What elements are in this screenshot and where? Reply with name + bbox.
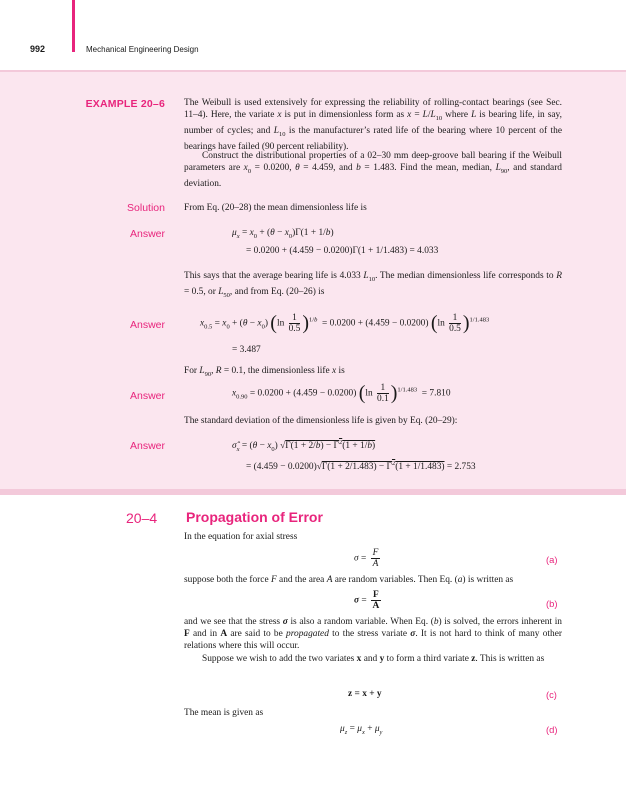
- example-label: EXAMPLE 20–6: [85, 98, 165, 110]
- solution-text: From Eq. (20–28) the mean dimensionless life is: [184, 203, 367, 213]
- l90-equation: $x_{0.90} = 0.0200 + (4.459 - 0.0200)$ (ln $\frac{1}{0.1}$ )$^{1/1.483}$ = 7.810: [232, 382, 451, 404]
- text-before-b: suppose both the force F and the area A are random variables. Then Eq. (a) is written as: [184, 575, 514, 585]
- mean-equation-2: = 0.0200 + (4.459 − 0.0200)Γ(1 + 1/1.483) = 4.033: [246, 246, 439, 256]
- text-after-b: and we see that the stress σ is also a random variable. When Eq. (b) is solved, the errors inherent in F and in A are said to be propagated to the stress variate σ. It is not hard to think of many other relations where this will occur.: [184, 617, 562, 652]
- header-rule: [72, 0, 75, 52]
- example-paragraph-1: The Weibull is used extensively for expressing the reliability of rolling-contact bearings (see Sec. 11–4). Here, the variate x is put in dimensionless form as $x = L/L_{10}$ where L is bearing life, in say, number of cycles; and $L_{10}$ is the manufacturer’s rated life of the bearing where 10 percent of the bearings have failed (90 percent reliability).: [184, 98, 562, 153]
- section-number: 20–4: [126, 510, 158, 526]
- example-paragraph-2: Construct the distributional properties of a 02–30 mm deep-groove ball bearing if the Weibull parameters are $x_0 = 0.0200$, θ = 4.459, and b = 1.483. Find the mean, median, $L_{90}$, and standard deviation.: [184, 151, 562, 190]
- equation-d: $\mu_z = \mu_x + \mu_y$: [340, 724, 383, 736]
- equation-tag-c: (c): [546, 689, 557, 700]
- equation-tag-b: (b): [546, 598, 558, 609]
- section-intro: In the equation for axial stress: [184, 532, 298, 542]
- equation-tag-a: (a): [546, 554, 558, 565]
- answer-label-std: Answer: [129, 440, 165, 452]
- equation-b: σ = $\frac{F}{A}$: [354, 590, 380, 611]
- solution-label: Solution: [127, 202, 165, 214]
- answer-label-median: Answer: [129, 319, 165, 331]
- std-equation-1: $\sigmâ_x = (\theta - x_0) √\Gamma(1 + 2/b) - \Gamma^2(1 + 1/b)$: [232, 439, 376, 453]
- page-number: 992: [30, 44, 46, 54]
- answer-label-l90: Answer: [129, 390, 165, 402]
- text-before-c: Suppose we wish to add the two variates x and y to form a third variate z. This is written as: [202, 654, 545, 664]
- example-band-bottom: [0, 489, 626, 495]
- equation-a: σ = $\frac{F}{A}$: [354, 548, 379, 569]
- section-title: Propagation of Error: [186, 509, 323, 525]
- equation-c: z = x + y: [348, 689, 382, 699]
- std-text: The standard deviation of the dimensionless life is given by Eq. (20–29):: [184, 416, 458, 426]
- median-equation: $x_{0.5} = x_0 + (\theta - x_0)$ (ln $\frac{1}{0.5}$ )$^{1/b}$ = 0.0200 + (4.459 − 0.0200) (ln $\frac{1}{0.5}$ )$^{1/1.483}$: [200, 312, 490, 334]
- running-title: Mechanical Engineering Design: [86, 45, 199, 54]
- text-before-d: The mean is given as: [184, 708, 264, 718]
- median-result: = 3.487: [232, 345, 261, 355]
- l90-text: For $L_{90}$, R = 0.1, the dimensionless life x is: [184, 366, 345, 378]
- answer-label-mean: Answer: [129, 228, 165, 240]
- equation-tag-d: (d): [546, 724, 558, 735]
- std-equation-2: = $(4.459 - 0.0200)√\Gamma(1 + 2/1.483) - \Gamma^2(1 + 1/1.483) = 2.753$: [246, 460, 476, 473]
- mean-equation-1: $\mu_x = x_0 + (\theta - x_0)\Gamma(1 + 1/b)$: [232, 228, 334, 240]
- median-text: This says that the average bearing life is 4.033 $L_{10}$. The median dimensionless life corresponds to R = 0.5, or $L_{50}$, and from Eq. (20–26) is: [184, 271, 562, 299]
